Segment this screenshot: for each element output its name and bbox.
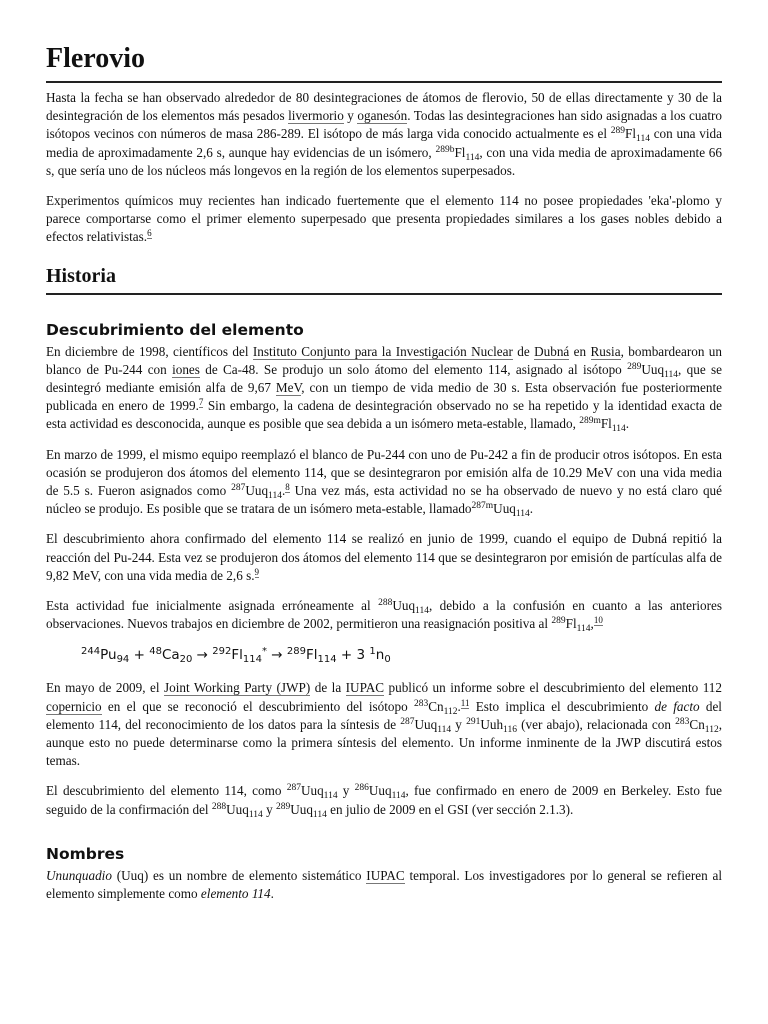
- atomic-number: 114: [664, 369, 678, 380]
- reference-link[interactable]: 9: [254, 566, 260, 577]
- element-symbol: n: [375, 647, 385, 664]
- isotope-mass: 291: [466, 716, 481, 727]
- section-heading-historia: Historia: [46, 263, 722, 295]
- atomic-number: 114: [312, 809, 327, 820]
- article: [46, 0, 722, 915]
- text: Sin embargo, la cadena de desintegración observado no se ha repetido y la identidad exacta de esta actividad es desconocida, aunque es posible que sea debida a un isómero meta-estable, llamado,: [46, 398, 722, 432]
- element-symbol: Uuq: [300, 783, 324, 799]
- link-livermorio[interactable]: livermorio: [288, 108, 344, 124]
- link-instituto-conjunto[interactable]: Instituto Conjunto para la Investigación Nuclear: [252, 343, 513, 359]
- link-iupac[interactable]: IUPAC: [366, 867, 405, 883]
- text: . Todas las desintegraciones han sido asignadas a los cuatro isótopos vecinos con números de masa 286-289. El isótopo de más larga vida conocido actualmente es el: [46, 108, 722, 142]
- text: en: [569, 343, 591, 359]
- excited-mark: *: [262, 646, 267, 658]
- isotope-mass: 1: [369, 646, 376, 658]
- text: , aunque esto no puede determinarse como la primera síntesis del elemento. Un informe inminente de la JWP discutirá estos temas.: [46, 716, 722, 769]
- isotope-mass: 286: [354, 783, 369, 794]
- text: , fue confirmado en enero de 2009 en Berkeley. Esto fue seguido de la confirmación del: [46, 783, 722, 817]
- text: , debido a la confusión en cuanto a las anteriores observaciones. Nuevos trabajos en diciembre de 2002, permitieron una reasignación positiva al: [46, 598, 722, 632]
- element-symbol: Fl: [565, 616, 577, 632]
- descubrimiento-paragraph-3: [46, 530, 722, 585]
- isotope-mass: 289: [551, 616, 566, 627]
- text: En mayo de 2009, el: [46, 680, 165, 696]
- element-symbol: Uuq: [414, 716, 438, 732]
- arrow: →: [196, 647, 208, 664]
- coefficient: 3: [356, 647, 366, 664]
- text: y: [343, 108, 358, 124]
- text: Una vez más, esta actividad no se ha observado de nuevo y no está claro qué núcleo se produjo. Es posible que se tratara de un isómero meta-estable, llamado: [46, 483, 723, 517]
- isotope-mass: 289: [627, 361, 642, 372]
- element-symbol: Uuq: [392, 598, 416, 614]
- isotope-mass: 289: [286, 646, 306, 658]
- isotope-mass: 287: [231, 483, 246, 494]
- text: El descubrimiento ahora confirmado del elemento 114 se realizó en junio de 1999, cuando el equipo de Dubná repitió la reacción del Pu-244. Esta vez se produjeron dos átomos del elemento 114 que se desintegraron por emisión de partículas alfa de 9,82 MeV, con una vida media de 2,6 s.: [46, 531, 722, 583]
- isotope-mass: 287: [400, 716, 415, 727]
- element-symbol: Fl: [454, 144, 466, 160]
- italic-text: Ununquadio: [46, 867, 112, 883]
- text: y: [262, 801, 276, 817]
- atomic-number: 114: [268, 491, 282, 502]
- element-symbol: Fl: [625, 126, 637, 142]
- element-symbol: Cn: [428, 698, 444, 714]
- element-symbol: Uuq: [245, 483, 269, 499]
- element-symbol: Fl: [231, 647, 243, 664]
- atomic-number: 114: [636, 134, 650, 145]
- atomic-number: 114: [576, 624, 591, 635]
- subsection-heading-nombres: Nombres: [46, 844, 125, 863]
- text: y: [451, 716, 467, 732]
- descubrimiento-paragraph-2: [46, 446, 722, 519]
- element-symbol: Cn: [689, 716, 705, 732]
- atomic-number: 114: [317, 654, 337, 666]
- text: , que se desintegró mediante emisión alfa de 9,67: [46, 361, 722, 396]
- isotope-mass: 283: [413, 698, 429, 709]
- atomic-number: 114: [465, 152, 480, 163]
- text: de Ca-48. Se produjo un solo átomo del elemento 114, asignado al isótopo: [199, 361, 628, 377]
- text: En diciembre de 1998, científicos del: [46, 343, 253, 359]
- isotope-mass: 289: [275, 801, 291, 812]
- atomic-number: 114: [415, 606, 429, 617]
- reference-link[interactable]: 11: [460, 697, 470, 708]
- intro-paragraph-1: [46, 89, 722, 180]
- element-symbol: Uuq: [493, 501, 516, 517]
- atomic-number: 114: [242, 654, 262, 666]
- isotope-mass: 288: [211, 801, 227, 812]
- italic-text: de facto: [654, 698, 700, 714]
- text: , con un tiempo de vida medio de 30 s. Esta observación fue posteriormente publicada en enero de 1999.: [46, 380, 723, 414]
- reference-link[interactable]: 7: [198, 397, 204, 408]
- text: .: [281, 483, 286, 499]
- subsection-heading-descubrimiento: Descubrimiento del elemento: [46, 320, 304, 339]
- isotope-mass: 287m: [471, 501, 494, 512]
- italic-text: elemento 114: [200, 886, 271, 902]
- link-rusia[interactable]: Rusia: [590, 343, 621, 359]
- element-symbol: Fl: [306, 647, 318, 664]
- text: con una vida media de aproximadamente 2,6 s, aunque hay evidencias de un isómero,: [46, 126, 722, 160]
- text: Esta actividad fue inicialmente asignada erróneamente al: [46, 598, 379, 614]
- text: temporal. Los investigadores por lo general se refieren al elemento simplemente como: [46, 867, 722, 902]
- nuclear-reaction-equation: [81, 645, 722, 665]
- reference-link[interactable]: 6: [147, 228, 152, 239]
- atomic-number: 114: [323, 791, 338, 802]
- atomic-number: 94: [116, 654, 130, 666]
- text: .: [625, 416, 630, 432]
- text: ,: [590, 616, 594, 632]
- link-jwp[interactable]: Joint Working Party (JWP): [164, 680, 311, 696]
- isotope-mass: 289: [610, 126, 626, 137]
- link-mev[interactable]: MeV: [275, 380, 302, 396]
- text: de la: [310, 680, 346, 696]
- nombres-paragraph-1: [46, 867, 722, 903]
- text: en el que se reconoció el descubrimiento del isótopo: [101, 698, 414, 714]
- text: El descubrimiento del elemento 114, como: [46, 783, 287, 799]
- element-symbol: Pu: [100, 647, 117, 664]
- isotope-mass: 244: [81, 646, 101, 658]
- text: y: [337, 783, 355, 799]
- text: , con una vida media de aproximadamente 66 s, que sería uno de los núcleos más longevos en la región de los elementos superpesados.: [46, 144, 722, 178]
- atomic-number: 0: [384, 654, 391, 666]
- element-symbol: Uuq: [368, 783, 392, 799]
- text: Experimentos químicos muy recientes han indicado fuertemente que el elemento 114 no posee propiedades 'eka'-plomo y parece comportarse como el primer elemento superpesado que presenta propiedades similares a los gases nobles debido a efectos relativistas.: [46, 193, 722, 245]
- isotope-mass: 283: [675, 716, 690, 727]
- descubrimiento-paragraph-5: [46, 679, 722, 770]
- text: , bombardearon un blanco de Pu-244 con: [46, 343, 722, 377]
- atomic-number: 114: [248, 809, 263, 820]
- isotope-mass: 292: [212, 646, 232, 658]
- text: (ver abajo), relacionada con: [516, 716, 676, 732]
- text: de: [512, 343, 535, 359]
- link-iupac[interactable]: IUPAC: [345, 680, 385, 696]
- link-iones[interactable]: iones: [172, 361, 200, 377]
- text: del elemento 114, del reconocimiento de los datos para la síntesis de: [46, 698, 722, 732]
- link-dubna[interactable]: Dubná: [534, 343, 570, 359]
- element-symbol: Uuh: [480, 716, 504, 732]
- element-symbol: Ca: [161, 647, 180, 664]
- atomic-number: 20: [179, 654, 193, 666]
- isotope-mass: 287: [286, 783, 301, 794]
- reference-link[interactable]: 10: [593, 615, 603, 626]
- element-symbol: Uuq: [290, 801, 313, 817]
- text: publicó un informe sobre el descubrimiento del elemento 112: [384, 680, 722, 696]
- atomic-number: 114: [391, 791, 406, 802]
- arrow: →: [271, 647, 283, 664]
- text: .: [457, 698, 461, 714]
- link-copernicio[interactable]: copernicio: [46, 698, 102, 714]
- isotope-mass: 48: [149, 646, 162, 658]
- text: .: [529, 501, 534, 517]
- atomic-number: 112: [704, 724, 719, 735]
- isotope-mass: 289m: [579, 416, 601, 427]
- operator: +: [133, 647, 145, 664]
- descubrimiento-paragraph-4: [46, 597, 722, 633]
- operator: +: [340, 647, 353, 664]
- isotope-mass: 288: [378, 598, 393, 609]
- text: (Uuq) es un nombre de elemento sistemático: [111, 867, 367, 883]
- isotope-mass: 289b: [435, 144, 455, 155]
- descubrimiento-paragraph-6: [46, 782, 722, 818]
- element-symbol: Uuq: [226, 801, 249, 817]
- atomic-number: 116: [503, 724, 517, 735]
- text: Hasta la fecha se han observado alrededor de 80 desintegraciones de átomos de flerovio, 50 de ellas directamente y 30 de la desintegración de los elementos más pesados: [46, 90, 722, 124]
- atomic-number: 112: [443, 706, 458, 717]
- link-oganeson[interactable]: oganesón: [357, 108, 408, 124]
- text: En marzo de 1999, el mismo equipo reemplazó el blanco de Pu-244 con uno de Pu-242 a fin de producir otros isótopos. En esta ocasión se produjeron dos átomos del elemento 114, que se desintegraron por emisión alfa de 10.29 MeV con una vida media de 5.5 s. Fueron asignados como: [46, 446, 722, 499]
- atomic-number: 114: [515, 509, 530, 520]
- element-symbol: Fl: [600, 416, 612, 432]
- page-title: Flerovio: [46, 42, 722, 83]
- element-symbol: Uuq: [641, 361, 665, 377]
- descubrimiento-paragraph-1: [46, 343, 722, 434]
- text: Esto implica el descubrimiento: [469, 698, 655, 714]
- text: .: [270, 886, 274, 902]
- text: en julio de 2009 en el GSI (ver sección 2.1.3).: [326, 801, 574, 817]
- intro-paragraph-2: [46, 192, 722, 247]
- atomic-number: 114: [611, 424, 626, 435]
- reference-link[interactable]: 8: [285, 482, 290, 493]
- atomic-number: 114: [437, 724, 452, 735]
